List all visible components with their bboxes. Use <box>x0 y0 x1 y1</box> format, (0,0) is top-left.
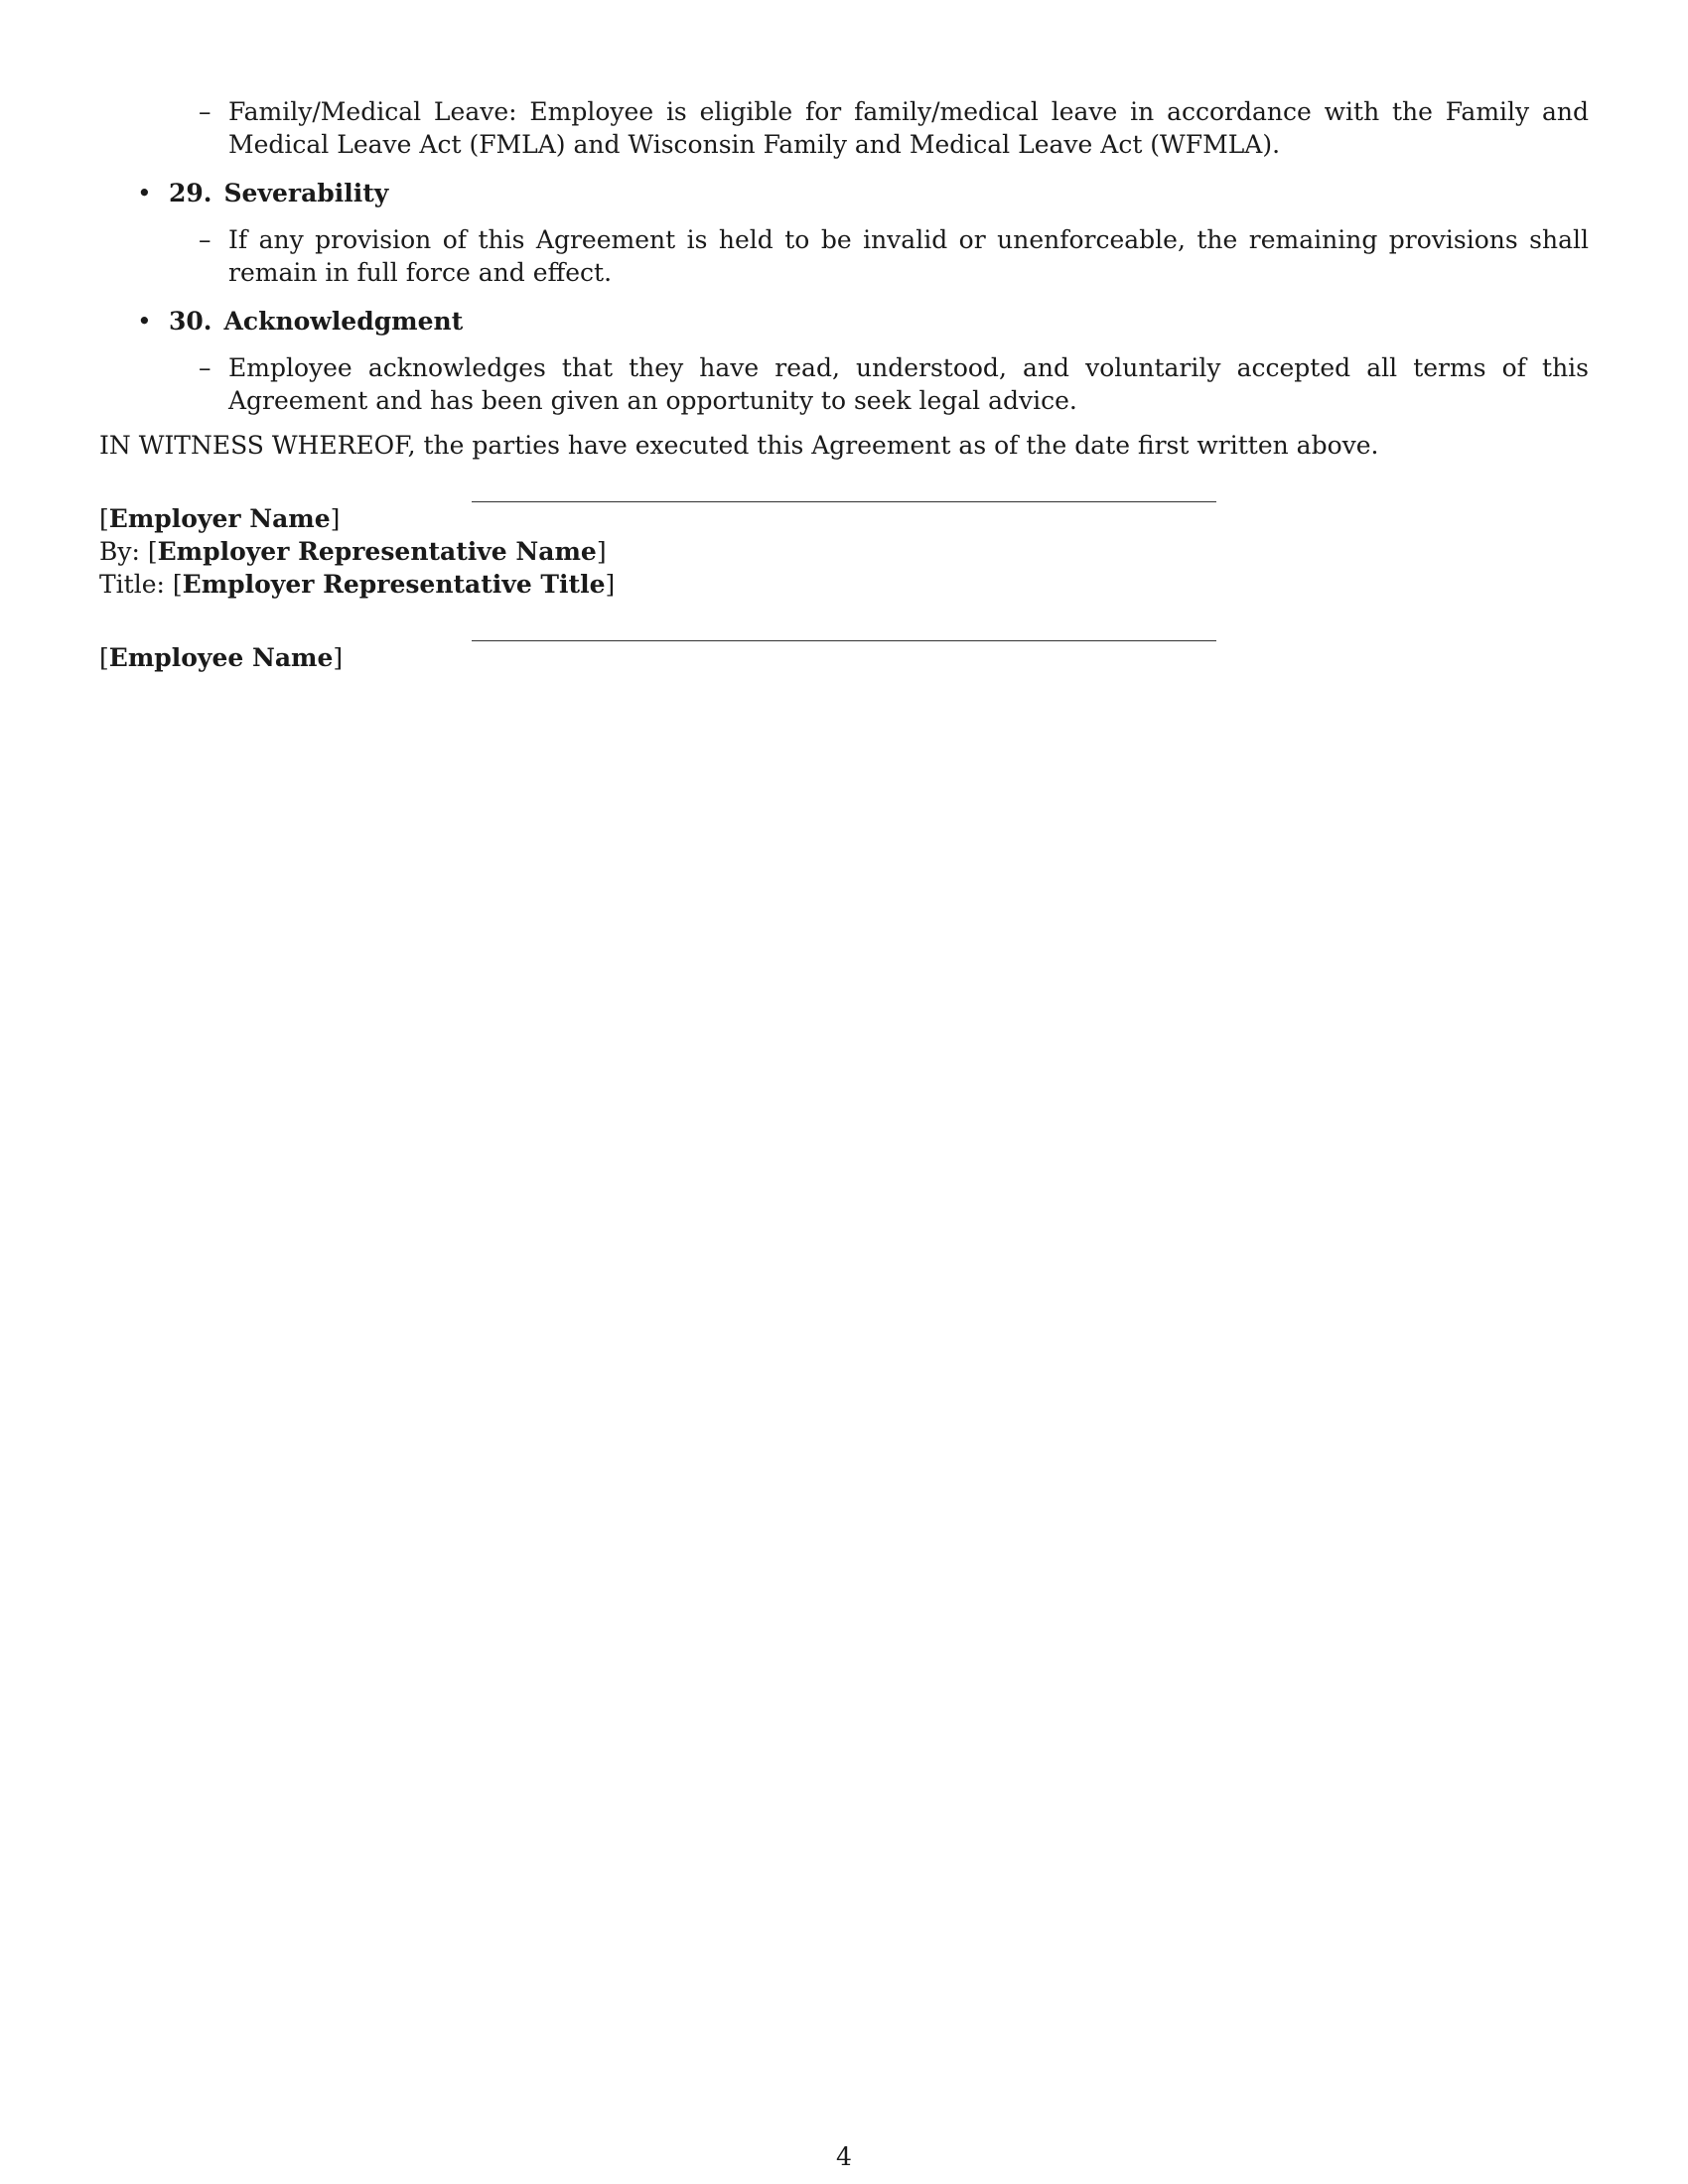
employee-signature-block <box>99 641 1589 674</box>
by-label: By: <box>99 537 140 566</box>
employer-rep-name: Employer Representative Name <box>157 537 597 566</box>
dash-marker: – <box>199 97 211 126</box>
document-body <box>99 95 1589 674</box>
employer-name: Employer Name <box>108 504 331 533</box>
employer-by-line: By: [Employer Representative Name] <box>99 537 607 566</box>
title-label: Title: <box>99 570 165 599</box>
acknowledgment-item <box>199 351 1589 417</box>
employer-signature-block <box>99 502 1589 601</box>
employer-title-line: Title: [Employer Representative Title] <box>99 570 616 599</box>
page-number: 4 <box>836 2142 852 2171</box>
employee-name: Employee Name <box>108 643 334 672</box>
section-title: Acknowledgment <box>223 307 464 336</box>
section-number: 29. <box>169 179 212 207</box>
dash-marker: – <box>199 225 211 254</box>
severability-item <box>199 223 1589 289</box>
section-number: 30. <box>169 307 212 336</box>
dash-marker: – <box>199 353 211 382</box>
bullet-marker: • <box>137 179 152 207</box>
section-30-heading <box>137 305 1589 338</box>
fmla-leave-text: Family/Medical Leave: Employee is eligible for family/medical leave in accordance with the Family and Medical Leave Act (FMLA) and Wisconsin Family and Medical Leave Act (WFMLA). <box>228 97 1589 159</box>
employee-name-line: [Employee Name] <box>99 643 344 672</box>
bullet-marker: • <box>137 307 152 336</box>
fmla-leave-item <box>199 95 1589 161</box>
severability-text: If any provision of this Agreement is held to be invalid or unenforceable, the remaining provisions shall remain in full force and effect. <box>228 225 1589 287</box>
witness-statement: IN WITNESS WHEREOF, the parties have executed this Agreement as of the date first written above. <box>99 431 1379 460</box>
employer-name-line: [Employer Name] <box>99 504 341 533</box>
section-title: Severability <box>223 179 389 207</box>
acknowledgment-text: Employee acknowledges that they have read, understood, and voluntarily accepted all terms of this Agreement and has been given an opportunity to seek legal advice. <box>228 353 1589 415</box>
section-29-heading <box>137 177 1589 209</box>
employer-rep-title: Employer Representative Title <box>182 570 606 599</box>
